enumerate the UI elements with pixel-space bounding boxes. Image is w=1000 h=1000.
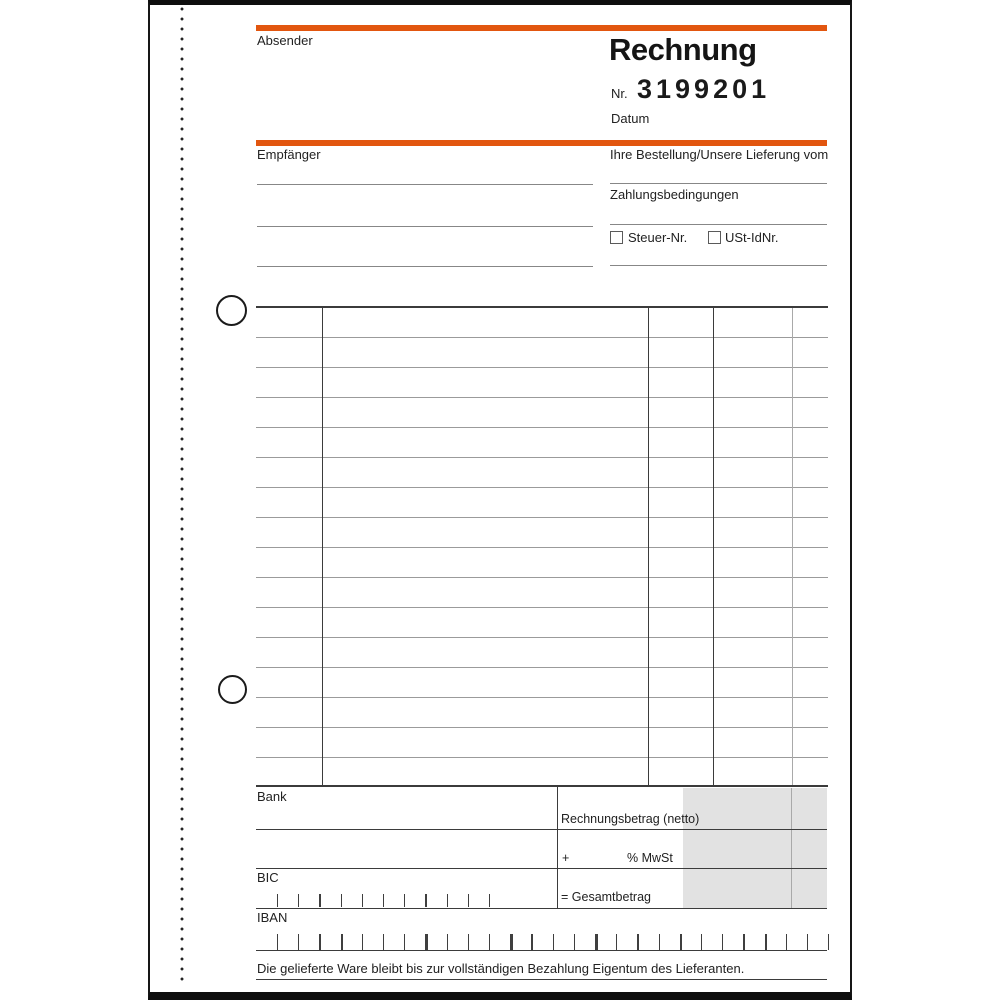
punch-hole-top (216, 295, 247, 326)
header-accent-bar (256, 25, 827, 31)
netto-label: Rechnungsbetrag (netto) (561, 812, 700, 826)
bank-write-area[interactable] (256, 800, 556, 828)
empfaenger-label: Empfänger (257, 147, 321, 162)
iban-tick (743, 934, 744, 950)
iban-tick (553, 934, 554, 950)
item-table-col-divider-2 (648, 308, 649, 785)
iban-tick (701, 934, 702, 950)
totals-row-line-1 (256, 829, 827, 830)
iban-tick (489, 934, 490, 950)
perforation-dotted-line (180, 6, 184, 986)
item-table[interactable] (256, 306, 828, 787)
bic-tick (277, 894, 278, 907)
iban-tick (362, 934, 363, 950)
iban-tick (807, 934, 808, 950)
iban-tick (680, 934, 683, 950)
steuer-nr-checkbox[interactable] (610, 231, 623, 244)
amount-entry-boxes[interactable] (683, 788, 827, 908)
iban-tick (786, 934, 787, 950)
section-accent-bar (256, 140, 827, 146)
zahlungsbedingungen-line[interactable] (610, 224, 827, 225)
bic-tick (489, 894, 490, 907)
item-table-cents-divider (792, 308, 793, 785)
iban-tick (341, 934, 344, 950)
iban-tick (828, 934, 829, 950)
steuer-nr-label: Steuer-Nr. (628, 230, 688, 245)
iban-tick (404, 934, 405, 950)
datum-write-area[interactable] (655, 108, 825, 128)
invoice-number-value: 3199201 (637, 74, 771, 104)
ust-idnr-checkbox[interactable] (708, 231, 721, 244)
item-table-col-divider-1 (322, 308, 323, 785)
empfaenger-line-1[interactable] (257, 184, 593, 185)
amount-cents-divider (791, 788, 792, 908)
bic-tick (319, 894, 320, 907)
iban-tick (659, 934, 660, 950)
iban-tick (383, 934, 384, 950)
bestellung-label: Ihre Bestellung/Unsere Lieferung vom (610, 147, 829, 162)
bic-tick (383, 894, 384, 907)
bic-tick (362, 894, 363, 907)
footer-line (256, 979, 827, 980)
bic-tick (447, 894, 448, 907)
gesamtbetrag-label: = Gesamtbetrag (561, 890, 651, 904)
iban-tick (722, 934, 723, 950)
iban-tick (637, 934, 638, 950)
iban-tick (595, 934, 598, 950)
iban-label: IBAN (257, 910, 288, 925)
tax-number-line[interactable] (610, 265, 827, 266)
invoice-number-label: Nr. (611, 86, 628, 101)
absender-label: Absender (257, 33, 313, 48)
iban-tick (468, 934, 469, 950)
empfaenger-line-3[interactable] (257, 266, 593, 267)
iban-tick (298, 934, 299, 950)
bic-tick (298, 894, 299, 907)
iban-tick (510, 934, 513, 950)
iban-tick (765, 934, 768, 950)
retention-of-title-notice: Die gelieferte Ware bleibt bis zur vollständigen Bezahlung Eigentum des Lieferanten. (257, 961, 745, 976)
zahlungsbedingungen-label: Zahlungsbedingungen (610, 187, 739, 202)
ust-idnr-label: USt-IdNr. (725, 230, 779, 245)
item-table-col-divider-3 (713, 308, 714, 785)
mwst-label: % MwSt (627, 851, 673, 865)
form-title: Rechnung (609, 32, 757, 67)
punch-hole-bottom (218, 675, 247, 704)
datum-label: Datum (611, 111, 650, 126)
iban-tick (574, 934, 575, 950)
mwst-plus-sign: + (562, 851, 570, 865)
bic-tick (468, 894, 469, 907)
bic-label: BIC (257, 870, 279, 885)
iban-line (256, 950, 827, 951)
bank-label: Bank (257, 789, 287, 804)
iban-tick (616, 934, 617, 950)
totals-row-line-2 (256, 868, 827, 869)
totals-left-divider (557, 787, 558, 908)
iban-tick (425, 934, 428, 950)
bic-tick (404, 894, 405, 907)
iban-tick (319, 934, 320, 950)
totals-row-line-3 (256, 908, 827, 909)
iban-tick (447, 934, 448, 950)
iban-tick (531, 934, 532, 950)
iban-tick (277, 934, 278, 950)
empfaenger-line-2[interactable] (257, 226, 593, 227)
bic-tick (341, 894, 342, 907)
bestellung-line[interactable] (610, 183, 827, 184)
bic-tick (425, 894, 426, 907)
absender-write-area[interactable] (256, 48, 591, 138)
